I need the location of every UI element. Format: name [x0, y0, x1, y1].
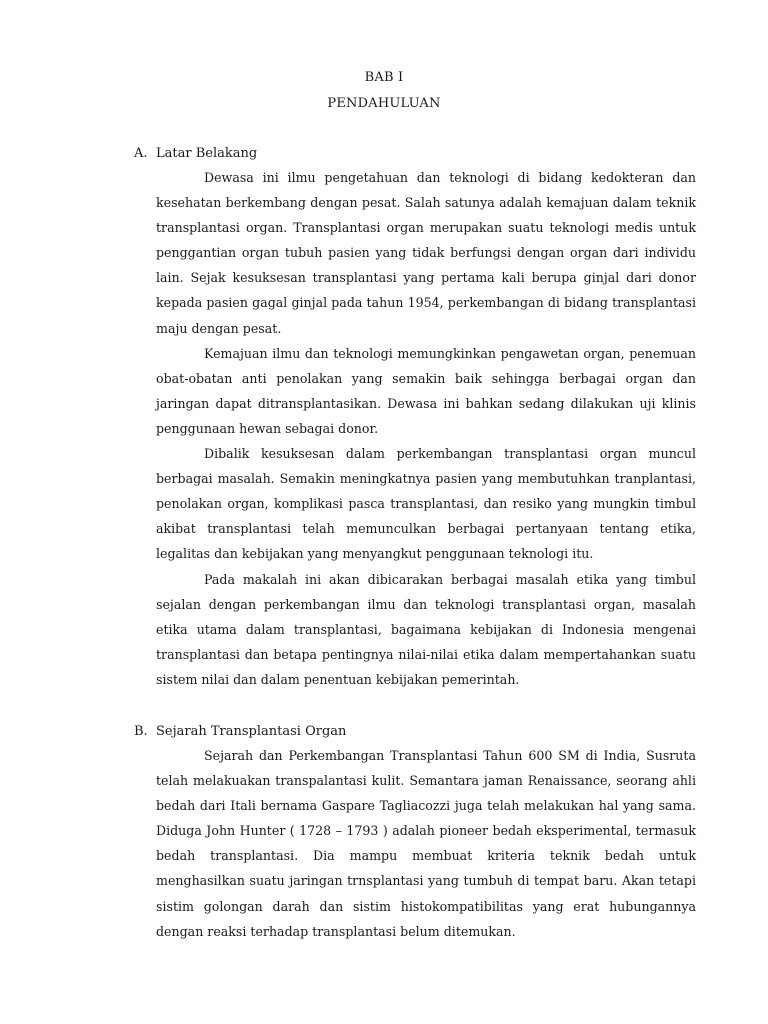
section-b-title: Sejarah Transplantasi Organ: [156, 724, 347, 739]
section-a-paragraph-2: Kemajuan ilmu dan teknologi memungkinkan pengawetan organ, penemuan obat-obatan anti penolakan yang semakin baik sehingga berbagai organ dan jaringan dapat ditransplantasikan. Dewasa ini bahkan sedang dilakukan uji klinis penggunaan hewan sebagai donor.: [156, 345, 696, 436]
section-b-paragraph-1: Sejarah dan Perkembangan Transplantasi Tahun 600 SM di India, Susruta telah melakuakan transpalantasi kulit. Semantara jaman Renaissance, seorang ahli bedah dari Itali bernama Gaspare Tagliacozzi juga telah melakukan hal yang sama. Diduga John Hunter ( 1728 – 1793 ) adalah pioneer bedah eksperimental, termasuk bedah transplantasi. Dia mampu membuat kriteria teknik bedah untuk menghasilkan suatu jaringan trnsplantasi yang tumbuh di tempat baru. Akan tetapi sistim golongan darah dan sistim histokompatibilitas yang erat hubungannya dengan reaksi terhadap transplantasi belum ditemukan.: [156, 748, 696, 939]
section-a-paragraph-1: Dewasa ini ilmu pengetahuan dan teknologi di bidang kedokteran dan kesehatan berkembang dengan pesat. Salah satunya adalah kemajuan dalam teknik transplantasi organ. Transplantasi organ merupakan suatu teknologi medis untuk penggantian organ tubuh pasien yang tidak berfungsi dengan organ dari individu lain. Sejak kesuksesan transplantasi yang pertama kali berupa ginjal dari donor kepada pasien gagal ginjal pada tahun 1954, perkembangan di bidang transplantasi maju dengan pesat.: [156, 170, 696, 336]
chapter-number: BAB I: [364, 70, 404, 85]
chapter-title: PENDAHULUAN: [327, 96, 441, 111]
section-a-body: [156, 165, 696, 692]
section-b-heading: [134, 724, 346, 740]
section-b-label: B.: [134, 724, 148, 739]
section-a-paragraph-4: Pada makalah ini akan dibicarakan berbagai masalah etika yang timbul sejalan dengan perkembangan ilmu dan teknologi transplantasi organ, masalah etika utama dalam transplantasi, bagaimana kebijakan di Indonesia mengenai transplantasi dan betapa pentingnya nilai-nilai etika dalam mempertahankan suatu sistem nilai dan dalam penentuan kebijakan pemerintah.: [156, 571, 696, 687]
section-b-body: [156, 743, 696, 944]
section-a-label: A.: [134, 146, 148, 161]
section-a-paragraph-3: Dibalik kesuksesan dalam perkembangan transplantasi organ muncul berbagai masalah. Semakin meningkatnya pasien yang membutuhkan tranplantasi, penolakan organ, komplikasi pasca transplantasi, dan resiko yang mungkin timbul akibat transplantasi telah memunculkan berbagai pertanyaan tentang etika, legalitas dan kebijakan yang menyangkut penggunaan teknologi itu.: [156, 446, 696, 562]
section-a-heading: [134, 146, 257, 162]
section-a-title: Latar Belakang: [156, 146, 258, 161]
